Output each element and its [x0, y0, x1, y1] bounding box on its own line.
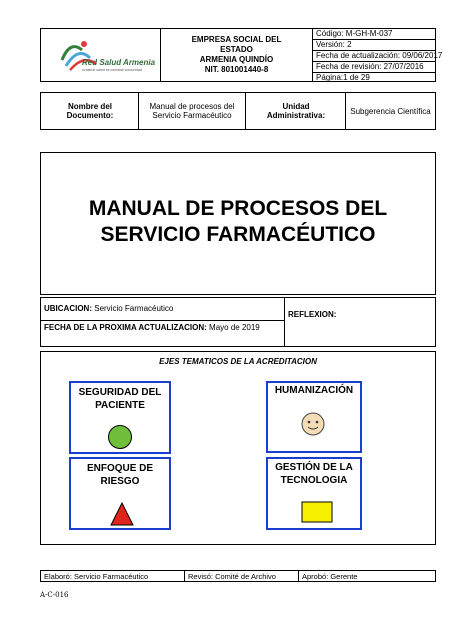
- form-code: A-C-016: [40, 591, 69, 599]
- footer-reviso: Revisó: Comité de Archivo: [188, 572, 276, 581]
- meta-codigo: Código: M-GH-M-037: [316, 29, 393, 38]
- fecha-text: [44, 323, 280, 333]
- ubicacion-text: [44, 304, 284, 313]
- meta-version: Versión: 2: [316, 40, 352, 49]
- title-line2: SERVICIO FARMACÉUTICO: [100, 223, 376, 246]
- company-block: [161, 30, 312, 80]
- doc-name-label: Nombre del Documento:: [66, 102, 114, 120]
- footer-elaboro: Elaboró: Servicio Farmacéutico: [44, 572, 149, 581]
- fecha-label: FECHA DE LA PROXIMA ACTUALIZACION:: [44, 323, 207, 332]
- red-triangle-icon: [109, 501, 135, 527]
- title-line1: MANUAL DE PROCESOS DEL: [88, 197, 388, 220]
- logo-tagline: construir salud es construir comunidad: [82, 68, 142, 72]
- doc-name-value: Manual de procesos del Servicio Farmacéutico: [149, 102, 235, 120]
- meta-block: [313, 28, 443, 82]
- logo-graphic: [44, 30, 156, 80]
- yellow-square-icon: [300, 500, 334, 524]
- enfoque-label: ENFOQUE DE RIESGO: [86, 463, 154, 487]
- company-line2: ESTADO: [220, 45, 253, 54]
- ubicacion-label: UBICACION:: [44, 304, 92, 313]
- company-line3: ARMENIA QUINDÍO: [199, 55, 274, 64]
- green-circle-icon: [106, 424, 134, 450]
- gestion-label: GESTIÓN DE LA TECNOLOGIA: [275, 462, 353, 486]
- meta-fecha-revision: Fecha de revisión: 27/07/2016: [316, 62, 424, 71]
- reflexion-label: REFLEXION:: [288, 310, 337, 319]
- company-nit: NIT. 801001440-8: [204, 65, 269, 74]
- company-line1: EMPRESA SOCIAL DEL: [191, 35, 282, 44]
- document-title: [42, 192, 434, 252]
- humanizacion-label: HUMANIZACIÓN: [274, 384, 354, 396]
- unit-label: Unidad Administrativa:: [266, 102, 326, 120]
- company-logo: [44, 30, 156, 80]
- logo-text: Red Salud Armenia: [82, 58, 156, 67]
- meta-fecha-actualizacion: Fecha de actualización: 09/06/2017: [316, 51, 443, 60]
- seguridad-label: SEGURIDAD DEL PACIENTE: [78, 387, 162, 411]
- footer-aprobo: Aprobó: Gerente: [302, 572, 358, 581]
- fecha-value: Mayo de 2019: [209, 323, 260, 332]
- ejes-heading: EJES TEMATICOS DE LA ACREDITACION: [159, 357, 317, 366]
- reflexion-cell: [284, 297, 436, 347]
- unit-value: Subgerencia Científica: [350, 106, 431, 116]
- meta-pagina: Página:1 de 29: [316, 73, 370, 82]
- ubicacion-value: Servicio Farmacéutico: [94, 304, 174, 313]
- smiley-face-icon: [298, 411, 328, 437]
